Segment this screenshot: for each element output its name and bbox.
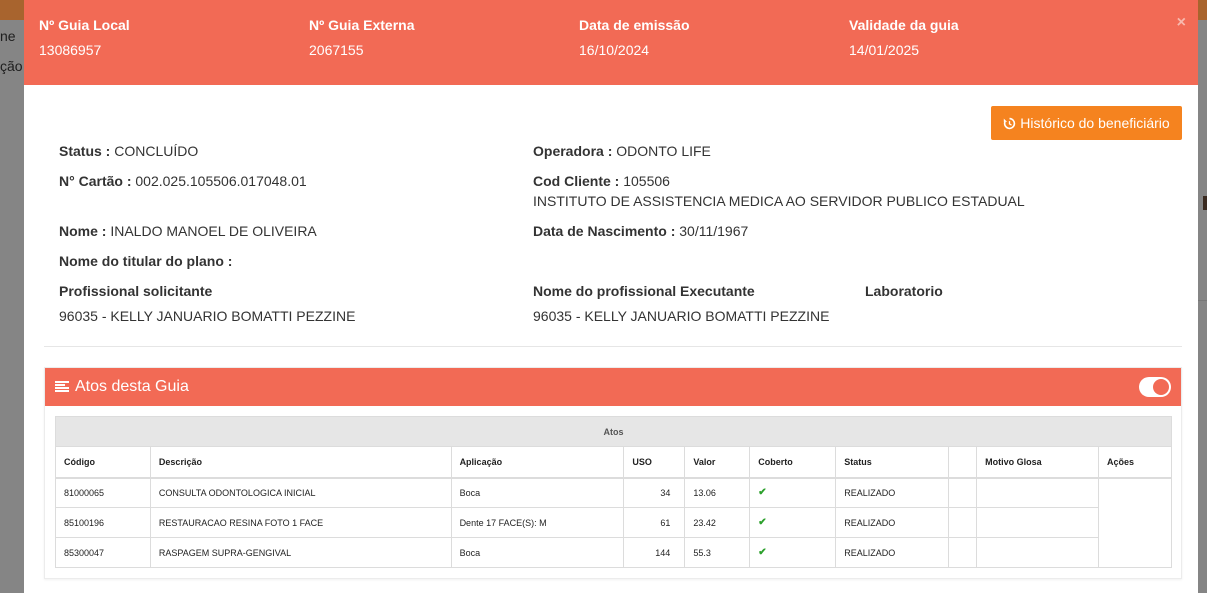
cell-uso: 61 [624,508,685,538]
cell-codigo: 85300047 [56,538,151,568]
solicitante-value: 96035 - KELLY JANUARIO BOMATTI PEZZINE [59,308,356,324]
guia-local-block [39,17,130,58]
column-header: Ações [1098,447,1171,478]
nascimento-label: Data de Nascimento : [533,223,676,239]
guia-externa-value: 2067155 [309,42,364,58]
cartao-field [59,173,307,189]
guia-externa-block [309,17,414,58]
cell-valor: 23.42 [685,508,750,538]
atos-group-header: Atos [56,417,1172,447]
nome-label: Nome : [59,223,107,239]
cell-status: REALIZADO [836,478,949,508]
nome-field [59,223,317,239]
cliente-nome: INSTITUTO DE ASSISTENCIA MEDICA AO SERVIDOR PUBLICO ESTADUAL [533,193,1025,209]
atos-panel-title: Atos desta Guia [75,378,189,395]
guia-modal [24,0,1198,593]
column-header: Descrição [150,447,451,478]
table-row [56,478,1172,508]
validade-value: 14/01/2025 [849,42,920,58]
toggle-knob [1153,379,1169,395]
column-header: Coberto [750,447,836,478]
backdrop-left-strip [0,20,24,593]
cell-codigo: 81000065 [56,478,151,508]
cell-blank [949,538,977,568]
cartao-label: N° Cartão : [59,173,132,189]
section-divider [44,346,1182,347]
operadora-label: Operadora : [533,143,613,159]
emissao-value: 16/10/2024 [579,42,650,58]
emissao-block [579,17,690,58]
column-header: Código [56,447,151,478]
cell-motivo-glosa [977,538,1099,568]
atos-table [55,416,1172,568]
nascimento-field [533,223,748,239]
covered-check-icon: ✔ [750,478,836,508]
titular-label: Nome do titular do plano : [59,253,233,269]
cod-cliente-value: 105506 [623,173,670,189]
historico-beneficiario-button[interactable] [991,106,1182,140]
history-icon [1003,117,1016,130]
cell-acoes [1098,478,1171,568]
laboratorio-label: Laboratorio [865,283,943,299]
cell-descricao: RESTAURACAO RESINA FOTO 1 FACE [150,508,451,538]
cell-descricao: CONSULTA ODONTOLOGICA INICIAL [150,478,451,508]
executante-value: 96035 - KELLY JANUARIO BOMATTI PEZZINE [533,308,830,324]
atos-panel-header [45,368,1181,406]
column-header [949,447,977,478]
cell-status: REALIZADO [836,538,949,568]
backdrop-text-fragment: ção [0,58,23,74]
validade-label: Validade da guia [849,17,959,33]
cell-valor: 13.06 [685,478,750,508]
cell-codigo: 85100196 [56,508,151,538]
nome-value: INALDO MANOEL DE OLIVEIRA [110,223,317,239]
operadora-field [533,143,711,159]
covered-check-icon: ✔ [750,508,836,538]
cod-cliente-field [533,173,670,189]
cell-uso: 144 [624,538,685,568]
backdrop-text-fragment: ne [0,28,16,44]
cell-blank [949,478,977,508]
status-value: CONCLUÍDO [114,143,199,159]
table-row [56,538,1172,568]
status-field [59,143,198,159]
cod-cliente-label: Cod Cliente : [533,173,620,189]
cell-aplicacao: Boca [451,538,624,568]
column-header: Status [836,447,949,478]
guia-local-label: Nº Guia Local [39,17,130,33]
atos-panel [44,367,1182,579]
cell-motivo-glosa [977,478,1099,508]
close-icon[interactable]: × [1176,14,1186,31]
operadora-value: ODONTO LIFE [616,143,711,159]
historico-button-label: Histórico do beneficiário [1020,115,1170,131]
modal-header [24,0,1198,85]
backdrop-mark [1203,196,1207,210]
guia-local-value: 13086957 [39,42,102,58]
column-header: Aplicação [451,447,624,478]
cartao-value: 002.025.105506.017048.01 [135,173,307,189]
executante-label: Nome do profissional Executante [533,283,755,299]
list-icon [55,381,69,393]
solicitante-label: Profissional solicitante [59,283,213,299]
cell-uso: 34 [624,478,685,508]
column-header: Motivo Glosa [977,447,1099,478]
cell-motivo-glosa [977,508,1099,538]
validade-block [849,17,959,58]
titular-field [59,253,232,269]
emissao-label: Data de emissão [579,17,690,33]
covered-check-icon: ✔ [750,538,836,568]
cell-blank [949,508,977,538]
status-label: Status : [59,143,111,159]
guia-externa-label: Nº Guia Externa [309,17,415,33]
cell-valor: 55.3 [685,538,750,568]
nascimento-value: 30/11/1967 [679,223,749,239]
column-header: USO [624,447,685,478]
cell-aplicacao: Boca [451,478,624,508]
cell-status: REALIZADO [836,508,949,538]
cell-aplicacao: Dente 17 FACE(S): M [451,508,624,538]
cell-descricao: RASPAGEM SUPRA-GENGIVAL [150,538,451,568]
table-row [56,508,1172,538]
column-header: Valor [685,447,750,478]
atos-toggle[interactable] [1139,377,1171,397]
